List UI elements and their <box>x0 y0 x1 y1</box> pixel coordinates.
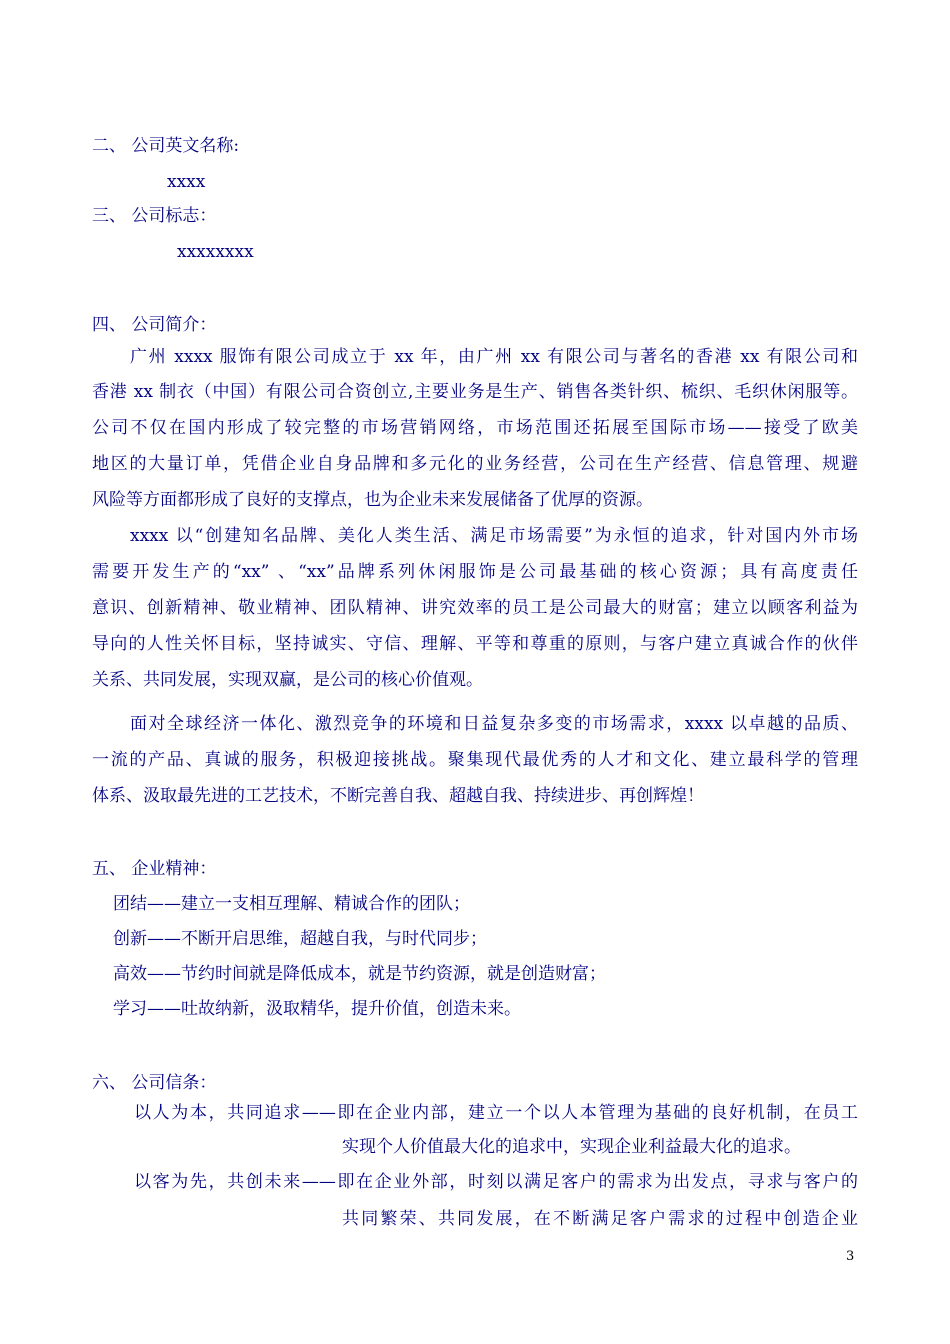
spirit-item: 高效——节约时间就是降低成本，就是节约资源，就是创造财富； <box>113 964 606 984</box>
creed-item-line: 以客为先，共创未来——即在企业外部，时刻以满足客户的需求为出发点，寻求与客户的 <box>134 1172 858 1192</box>
creed-item-line: 共同繁荣、共同发展，在不断满足客户需求的过程中创造企业 <box>342 1209 858 1229</box>
section-6-heading: 六、 公司信条： <box>92 1073 217 1093</box>
paragraph-line: 体系、汲取最先进的工艺技术，不断完善自我、超越自我、持续进步、再创辉煌！ <box>92 786 704 806</box>
paragraph-line: 香港 xx 制衣（中国）有限公司合资创立,主要业务是生产、销售各类针织、梳织、毛织休闲服等。 <box>92 382 858 402</box>
section-5-heading: 五、 企业精神： <box>92 859 217 879</box>
paragraph-line: 地区的大量订单，凭借企业自身品牌和多元化的业务经营，公司在生产经营、信息管理、规避 <box>92 454 858 474</box>
paragraph-line: 需要开发生产的“xx” 、“xx”品牌系列休闲服饰是公司最基础的核心资源；具有高度责任 <box>92 562 858 582</box>
section-3-heading: 三、 公司标志： <box>92 206 217 226</box>
paragraph-line: 一流的产品、真诚的服务，积极迎接挑战。聚集现代最优秀的人才和文化、建立最科学的管理 <box>92 750 858 770</box>
english-name-value: xxxx <box>167 172 206 192</box>
creed-item-line: 实现个人价值最大化的追求中，实现企业利益最大化的追求。 <box>342 1137 801 1157</box>
creed-item-line: 以人为本，共同追求——即在企业内部，建立一个以人本管理为基础的良好机制，在员工 <box>134 1103 858 1123</box>
paragraph-line: 风险等方面都形成了良好的支撑点，也为企业未来发展储备了优厚的资源。 <box>92 490 653 510</box>
paragraph-line: 关系、共同发展，实现双赢，是公司的核心价值观。 <box>92 670 483 690</box>
paragraph-line: xxxx 以“创建知名品牌、美化人类生活、满足市场需要”为永恒的追求，针对国内外市场 <box>130 526 858 546</box>
page-number: 3 <box>846 1249 855 1264</box>
paragraph-line: 公司不仅在国内形成了较完整的市场营销网络，市场范围还拓展至国际市场——接受了欧美 <box>92 418 858 438</box>
spirit-item: 学习——吐故纳新，汲取精华，提升价值，创造未来。 <box>113 999 521 1019</box>
spirit-item: 创新——不断开启思维，超越自我，与时代同步； <box>113 929 487 949</box>
section-2-heading: 二、 公司英文名称: <box>92 136 240 156</box>
paragraph-line: 导向的人性关怀目标，坚持诚实、守信、理解、平等和尊重的原则，与客户建立真诚合作的伙伴 <box>92 634 858 654</box>
section-4-heading: 四、 公司简介： <box>92 315 217 335</box>
logo-value: xxxxxxxx <box>177 242 254 262</box>
paragraph-line: 面对全球经济一体化、激烈竞争的环境和日益复杂多变的市场需求，xxxx 以卓越的品质、 <box>130 714 858 734</box>
paragraph-line: 意识、创新精神、敬业精神、团队精神、讲究效率的员工是公司最大的财富；建立以顾客利益为 <box>92 598 858 618</box>
spirit-item: 团结——建立一支相互理解、精诚合作的团队； <box>113 894 470 914</box>
paragraph-line: 广州 xxxx 服饰有限公司成立于 xx 年，由广州 xx 有限公司与著名的香港 xx 有限公司和 <box>130 347 858 367</box>
